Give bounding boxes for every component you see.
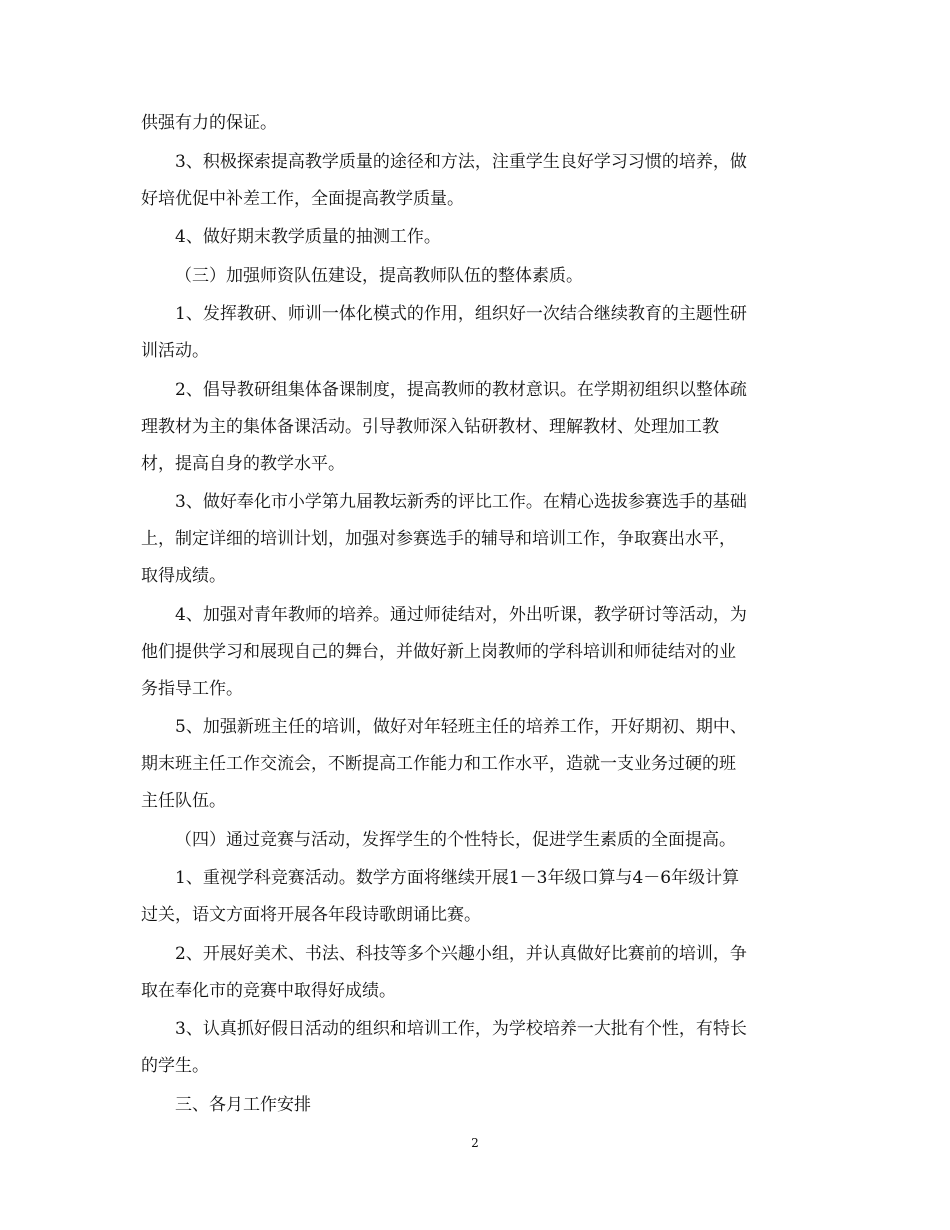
text-line: 供强有力的保证。 bbox=[141, 113, 277, 133]
text-line: 1、发挥教研、师训一体化模式的作用，组织好一次结合继续教育的主题性研 bbox=[175, 304, 747, 324]
text-line: 三、各月工作安排 bbox=[175, 1094, 311, 1115]
paragraph bbox=[141, 868, 809, 925]
paragraph bbox=[141, 227, 809, 247]
text-line: 取得成绩。 bbox=[141, 566, 226, 586]
paragraph bbox=[141, 944, 809, 1001]
paragraph bbox=[141, 304, 809, 361]
paragraph bbox=[141, 1019, 809, 1076]
paragraph bbox=[141, 1095, 809, 1115]
text-line: （三）加强师资队伍建设，提高教师队伍的整体素质。 bbox=[175, 265, 583, 286]
text-line: 好培优促中补差工作，全面提高教学质量。 bbox=[141, 188, 464, 209]
paragraph bbox=[141, 380, 809, 474]
paragraph bbox=[141, 605, 809, 699]
text-line: 理教材为主的集体备课活动。引导教师深入钻研教材、理解教材、处理加工教 bbox=[141, 416, 719, 437]
text-line: 2、开展好美术、书法、科技等多个兴趣小组，并认真做好比赛前的培训，争 bbox=[175, 943, 747, 964]
body-text bbox=[141, 113, 809, 1115]
text-line: 2、倡导教研组集体备课制度，提高教师的教材意识。在学期初组织以整体疏 bbox=[175, 379, 747, 400]
paragraph bbox=[141, 113, 809, 133]
text-line: 4、加强对青年教师的培养。通过师徒结对，外出听课，教学研讨等活动，为 bbox=[175, 604, 747, 625]
text-line: 取在奉化市的竞赛中取得好成绩。 bbox=[141, 980, 396, 1001]
text-line: 主任队伍。 bbox=[141, 791, 226, 811]
paragraph bbox=[141, 152, 809, 209]
text-line: 过关，语文方面将开展各年段诗歌朗诵比赛。 bbox=[141, 905, 481, 925]
paragraph bbox=[141, 717, 809, 811]
text-line: 训活动。 bbox=[141, 341, 209, 361]
text-line: 3、积极探索提高教学质量的途径和方法，注重学生良好学习习惯的培养，做 bbox=[175, 151, 747, 172]
page-number: 2 bbox=[471, 1136, 479, 1150]
paragraph bbox=[141, 266, 809, 286]
text-line: 他们提供学习和展现自己的舞台，并做好新上岗教师的学科培训和师徒结对的业 bbox=[141, 641, 736, 662]
text-line: 材，提高自身的教学水平。 bbox=[141, 453, 345, 474]
text-line: 务指导工作。 bbox=[141, 678, 243, 699]
paragraph bbox=[141, 830, 809, 850]
text-line: 1、重视学科竞赛活动。数学方面将继续开展1－3年级口算与4－6年级计算 bbox=[175, 868, 740, 888]
text-line: 3、做好奉化市小学第九届教坛新秀的评比工作。在精心选拔参赛选手的基础 bbox=[175, 492, 747, 512]
text-line: 3、认真抓好假日活动的组织和培训工作，为学校培养一大批有个性，有特长 bbox=[175, 1019, 747, 1039]
text-line: 5、加强新班主任的培训，做好对年轻班主任的培养工作，开好期初、期中、 bbox=[175, 717, 747, 737]
text-line: 的学生。 bbox=[141, 1056, 209, 1076]
paragraph bbox=[141, 492, 809, 586]
text-line: 4、做好期末教学质量的抽测工作。 bbox=[175, 227, 441, 247]
text-line: 上，制定详细的培训计划，加强对参赛选手的辅导和培训工作，争取赛出水平， bbox=[141, 529, 736, 549]
text-line: （四）通过竞赛与活动，发挥学生的个性特长，促进学生素质的全面提高。 bbox=[175, 829, 736, 850]
text-line: 期末班主任工作交流会，不断提高工作能力和工作水平，造就一支业务过硬的班 bbox=[141, 754, 736, 774]
